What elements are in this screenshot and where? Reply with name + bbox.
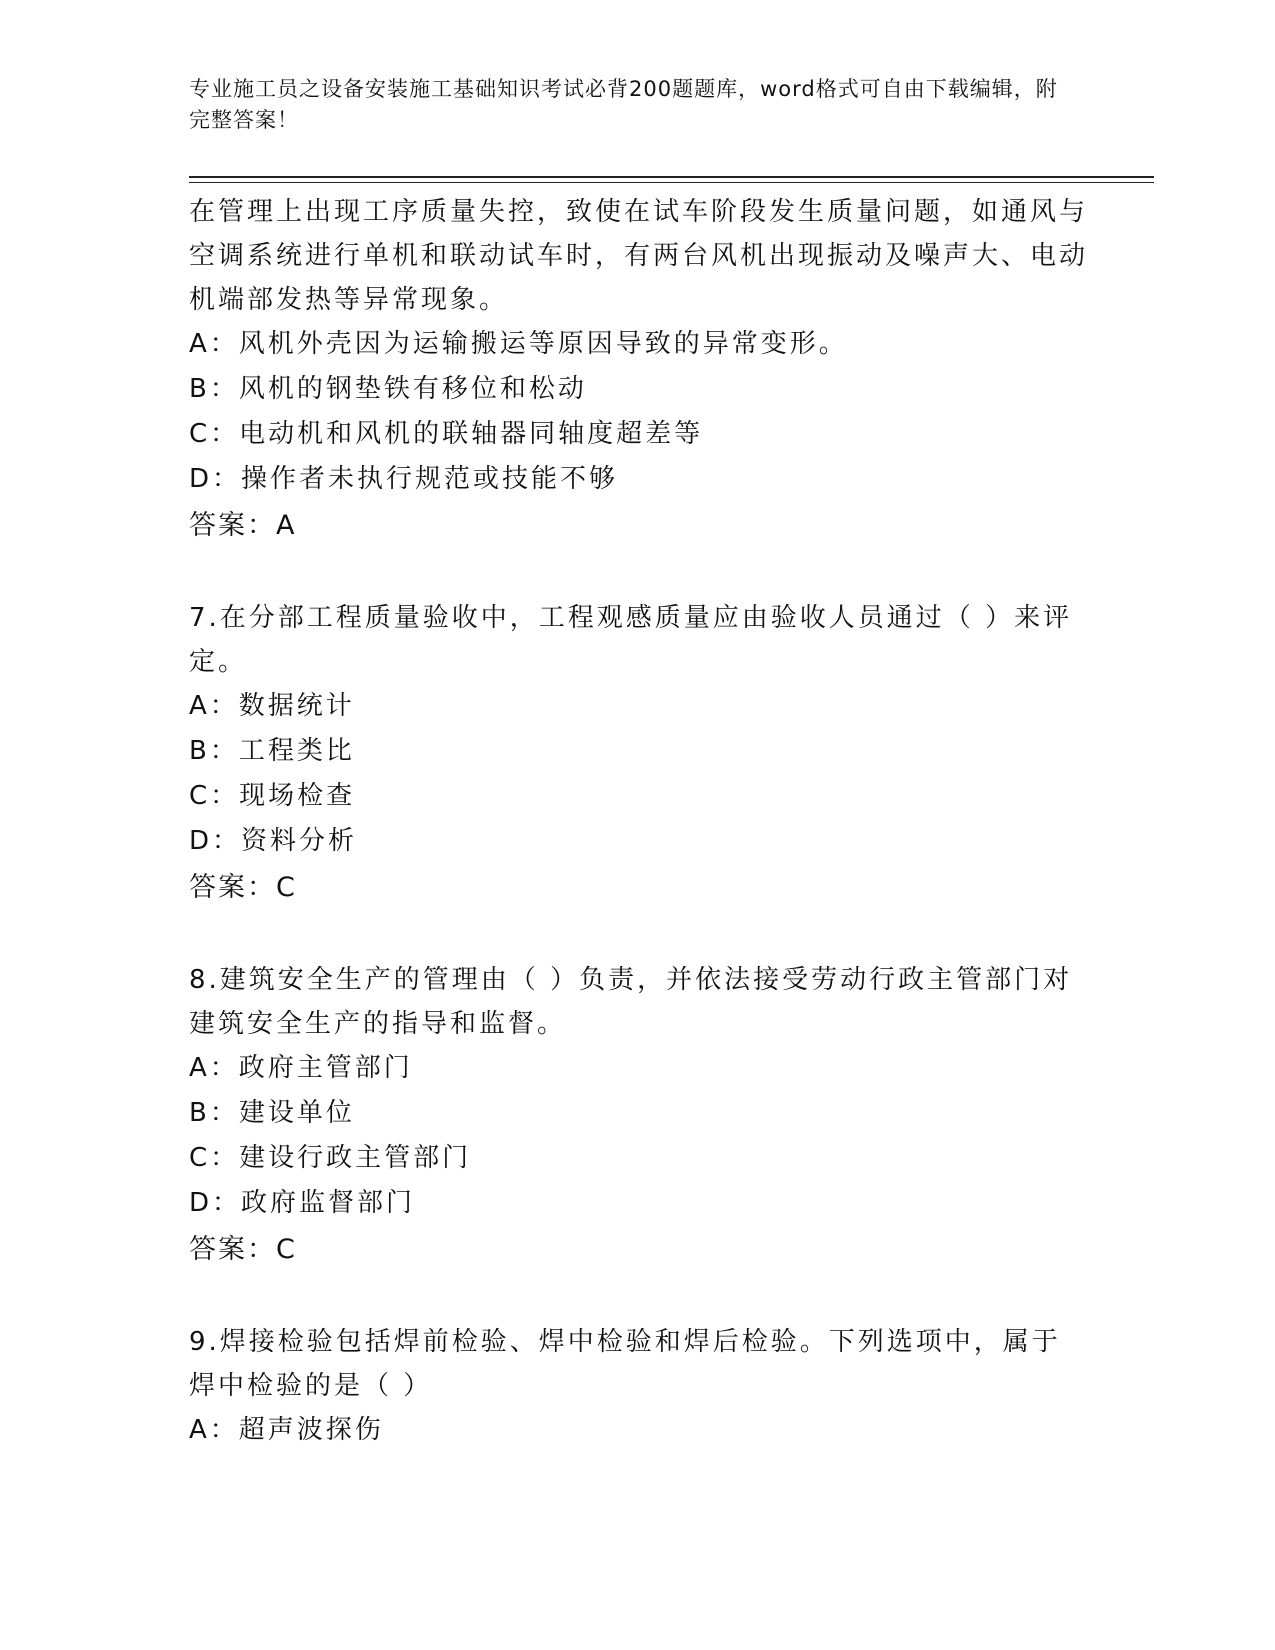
answer-line: 答案：A	[189, 510, 297, 541]
question-stem: 9.焊接检验包括焊前检验、焊中检验和焊后检验。下列选项中，属于焊中检验的是（ ）	[189, 1327, 1061, 1401]
option-a: A：数据统计	[189, 691, 355, 721]
option-b: B：建设单位	[189, 1098, 355, 1128]
option-a: A：政府主管部门	[189, 1053, 413, 1083]
question-block-9	[189, 1320, 1089, 1453]
answer-line: 答案：C	[189, 872, 297, 903]
question-stem: 8.建筑安全生产的管理由（ ）负责，并依法接受劳动行政主管部门对建筑安全生产的指导和监督。	[189, 965, 1073, 1039]
question-block-6	[189, 190, 1089, 550]
page-header-title: 专业施工员之设备安装施工基础知识考试必背200题题库，word格式可自由下载编辑，附完整答案！	[189, 77, 1058, 132]
header-divider-thick	[189, 176, 1154, 178]
option-c: C：建设行政主管部门	[189, 1143, 472, 1173]
option-a: A：超声波探伤	[189, 1415, 384, 1445]
option-d: D：政府监督部门	[189, 1188, 416, 1218]
question-stem: 7.在分部工程质量验收中，工程观感质量应由验收人员通过（ ）来评定。	[189, 603, 1073, 677]
option-c: C：现场检查	[189, 781, 356, 811]
spacer	[189, 1274, 1089, 1320]
answer-line: 答案：C	[189, 1234, 297, 1265]
question-block-7	[189, 596, 1089, 912]
question-block-8	[189, 958, 1089, 1274]
spacer	[189, 912, 1089, 958]
question-list	[189, 190, 1089, 1453]
spacer	[189, 550, 1089, 596]
option-d: D：操作者未执行规范或技能不够	[189, 464, 619, 494]
header-divider-thin	[189, 182, 1154, 183]
option-b: B：风机的钢垫铁有移位和松动	[189, 374, 587, 404]
option-c: C：电动机和风机的联轴器同轴度超差等	[189, 419, 704, 449]
question-stem: 在管理上出现工序质量失控，致使在试车阶段发生质量问题，如通风与空调系统进行单机和联动试车时，有两台风机出现振动及噪声大、电动机端部发热等异常现象。	[189, 197, 1089, 315]
option-a: A：风机外壳因为运输搬运等原因导致的异常变形。	[189, 329, 848, 359]
option-d: D：资料分析	[189, 826, 358, 856]
option-b: B：工程类比	[189, 736, 355, 766]
